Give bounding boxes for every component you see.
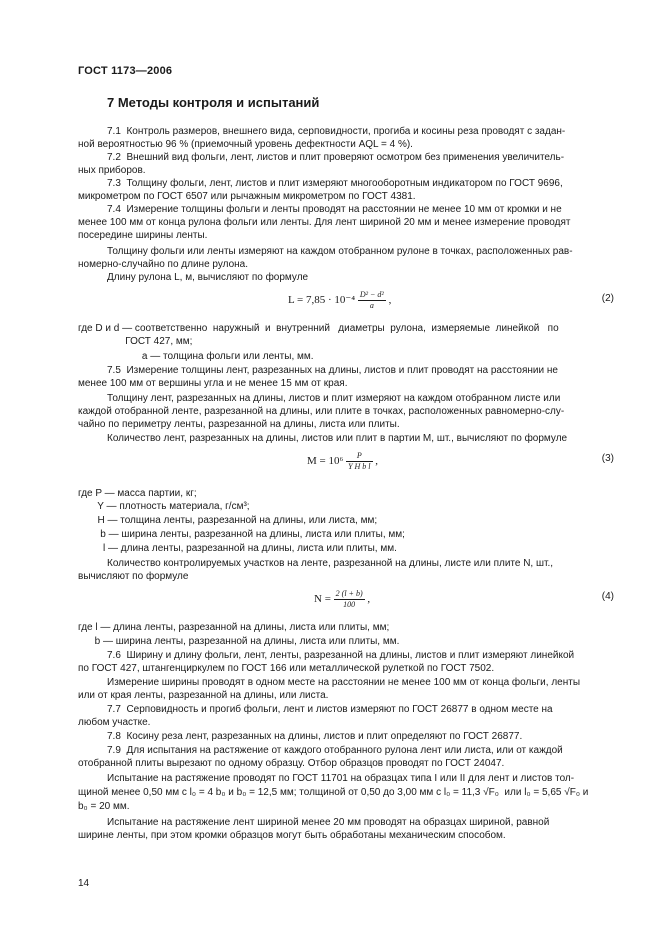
text-line: 7.5 Измерение толщины лент, разрезанных на длины, листов и плит проводят на расстоянии не (107, 365, 558, 376)
text-line: номерно-случайно по длине рулона. (78, 259, 249, 270)
text-line: где l — длина ленты, разрезанной на длины, листа или плиты, мм; (78, 622, 390, 633)
text-line: вычисляют по формуле (78, 571, 189, 582)
formula-4-denominator: 100 (343, 600, 356, 609)
text-line: менее 100 мм от вершины угла и не менее 15 мм от края. (78, 378, 348, 389)
text-line: Измерение ширины проводят в одном месте на расстоянии не менее 100 мм от конца фольги, ленты (107, 677, 581, 688)
formula-4-lhs: N = (314, 593, 331, 606)
text-line: Испытание на растяжение проводят по ГОСТ 11701 на образцах типа I или II для лент и листов тол- (107, 773, 575, 784)
formula-3-tail: , (375, 455, 379, 468)
formula-3-fraction (346, 451, 372, 472)
text-line: Y — плотность материала, г/см³; (78, 501, 250, 512)
text-line: ГОСТ 427, мм; (78, 336, 193, 347)
text-line: b — ширина ленты, разрезанной на длины, листа или плиты, мм; (78, 529, 405, 540)
text-line: 7.1 Контроль размеров, внешнего вида, серповидности, прогиба и косины реза проводят с задан- (107, 126, 566, 137)
formula-4-number: (4) (601, 591, 614, 602)
text-line: по ГОСТ 427, штангенциркулем по ГОСТ 166 или металлической рулеткой по ГОСТ 7502. (78, 663, 495, 674)
formula-4-numerator: 2 (l + b) (335, 589, 363, 598)
section-title: 7 Методы контроля и испытаний (107, 95, 320, 110)
text-line: Количество контролируемых участков на ленте, разрезанной на длины, листе или плите N, шт., (107, 558, 554, 569)
text-line: Толщину лент, разрезанных на длины, листов и плит измеряют на каждом отобранном листе или (107, 393, 561, 404)
formula-2-lhs: L = 7,85 · 10⁻⁴ (288, 294, 356, 307)
formula-2-numerator: D² − d² (359, 290, 384, 299)
text-line: ширине ленты, при этом кромки образцов могут быть обработаны механическим способом. (78, 830, 506, 841)
formula-2 (288, 290, 391, 311)
text-line: Длину рулона L, м, вычисляют по формуле (107, 272, 309, 283)
text-line: l — длина ленты, разрезанной на длины, листа или плиты, мм. (78, 543, 397, 554)
text-line: 7.6 Ширину и длину фольги, лент, ленты, разрезанной на длины, листов и плит измеряют линейкой (107, 650, 575, 661)
formula-2-tail: , (388, 294, 392, 307)
text-line: посередине ширины ленты. (78, 230, 208, 241)
text-line: a — толщина фольги или ленты, мм. (78, 351, 314, 362)
text-line: щиной менее 0,50 мм с l₀ = 4 b₀ и b₀ = 12,5 мм; толщиной от 0,50 до 3,00 мм с l₀ = 11,3 √F₀ или l₀ = 5,65 √F₀ и (78, 787, 589, 798)
text-line: 7.2 Внешний вид фольги, лент, листов и плит проверяют осмотром без применения увеличитель- (107, 152, 565, 163)
text-line: где P — масса партии, кг; (78, 488, 197, 499)
text-line: отобранной плиты вырезают по одному образцу. Отбор образцов проводят по ГОСТ 24047. (78, 758, 505, 769)
formula-4-fraction (334, 589, 365, 610)
text-line: H — толщина ленты, разрезанной на длины, или листа, мм; (78, 515, 378, 526)
text-line: любом участке. (78, 717, 151, 728)
text-line: b — ширина ленты, разрезанной на длины, листа или плиты, мм. (78, 636, 400, 647)
text-line: Количество лент, разрезанных на длины, листов или плит в партии M, шт., вычисляют по формуле (107, 433, 568, 444)
formula-2-fraction (358, 290, 386, 311)
formula-3 (307, 451, 378, 472)
text-line: Испытание на растяжение лент шириной менее 20 мм проводят на образцах шириной, равной (107, 817, 550, 828)
text-line: менее 100 мм от конца рулона фольги или ленты. Для лент шириной 20 мм и менее измерение проводят (78, 217, 571, 228)
formula-3-denominator: Y H b l (348, 462, 371, 471)
text-line: 7.4 Измерение толщины фольги и ленты проводят на расстоянии не менее 10 мм от кромки и не (107, 204, 562, 215)
page-number: 14 (78, 878, 90, 889)
text-line: или от края ленты, разрезанной на длины, или листа. (78, 690, 329, 701)
text-line: 7.8 Косину реза лент, разрезанных на длины, листов и плит определяют по ГОСТ 26877. (107, 731, 523, 742)
formula-2-denominator: a (369, 301, 374, 310)
text-line: ных приборов. (78, 165, 146, 176)
formula-4 (314, 589, 370, 610)
text-line: каждой отобранной ленте, разрезанной на длины, или плите в точках, расположенных равномерно-слу- (78, 406, 565, 417)
text-line: микрометром по ГОСТ 6507 или рычажным микрометром по ГОСТ 4381. (78, 191, 416, 202)
formula-2-number: (2) (601, 293, 614, 304)
text-line: где D и d — соответственно наружный и внутренний диаметры рулона, измеряемые линейкой по (78, 323, 559, 334)
document-header: ГОСТ 1173—2006 (78, 65, 173, 77)
formula-3-lhs: M = 10⁶ (307, 455, 344, 468)
formula-4-tail: , (367, 593, 371, 606)
text-line: 7.7 Серповидность и прогиб фольги, лент и листов измеряют по ГОСТ 26877 в одном месте на (107, 704, 553, 715)
formula-3-number: (3) (601, 453, 614, 464)
text-line: 7.3 Толщину фольги, лент, листов и плит измеряют многооборотным индикатором по ГОСТ 9696, (107, 178, 563, 189)
text-line: чайно по периметру ленты, разрезанной на длины, листа или плиты. (78, 419, 400, 430)
text-line: Толщину фольги или ленты измеряют на каждом отобранном рулоне в точках, расположенных рав- (107, 246, 573, 257)
formula-3-numerator: P (346, 451, 372, 462)
text-line: ной вероятностью 96 % (приемочный уровень дефектности AQL = 4 %). (78, 139, 413, 150)
text-line: 7.9 Для испытания на растяжение от каждого отобранного рулона лент или листа, или от каждой (107, 745, 563, 756)
text-line: b₀ = 20 мм. (78, 801, 130, 812)
